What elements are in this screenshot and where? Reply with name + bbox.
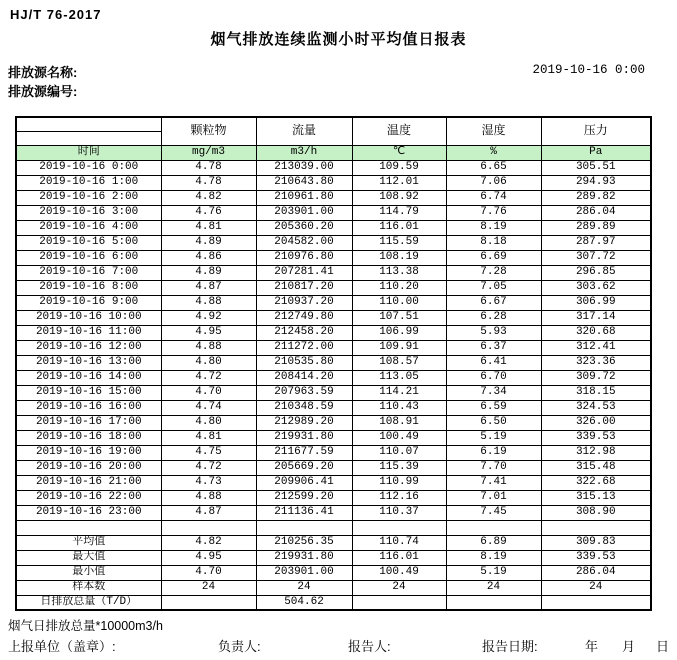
- value-cell: 6.65: [446, 160, 541, 175]
- value-cell: 7.45: [446, 505, 541, 520]
- value-cell: 112.01: [352, 175, 446, 190]
- value-cell: 287.97: [541, 235, 651, 250]
- value-cell: 322.68: [541, 475, 651, 490]
- value-cell: 4.81: [161, 220, 256, 235]
- summary-value-cell: [161, 520, 256, 535]
- value-cell: 115.39: [352, 460, 446, 475]
- table-row: [16, 280, 651, 295]
- value-cell: 205360.20: [256, 220, 352, 235]
- value-cell: 4.88: [161, 340, 256, 355]
- standard-code: HJ/T 76-2017: [10, 7, 102, 22]
- table-row: [16, 460, 651, 475]
- value-cell: 4.80: [161, 415, 256, 430]
- summary-value-cell: 24: [446, 580, 541, 595]
- corner-split-line: [17, 131, 161, 132]
- corner-cell: [16, 117, 161, 145]
- value-cell: 324.53: [541, 400, 651, 415]
- value-cell: 4.70: [161, 385, 256, 400]
- value-cell: 110.37: [352, 505, 446, 520]
- value-cell: 4.74: [161, 400, 256, 415]
- summary-value-cell: 286.04: [541, 565, 651, 580]
- summary-row: [16, 565, 651, 580]
- time-cell: 2019-10-16 4:00: [16, 220, 161, 235]
- table-row: [16, 340, 651, 355]
- value-cell: 7.06: [446, 175, 541, 190]
- value-cell: 7.34: [446, 385, 541, 400]
- value-cell: 106.99: [352, 325, 446, 340]
- time-cell: 2019-10-16 9:00: [16, 295, 161, 310]
- time-cell: 2019-10-16 7:00: [16, 265, 161, 280]
- value-cell: 108.92: [352, 190, 446, 205]
- value-cell: 114.21: [352, 385, 446, 400]
- table-row: [16, 430, 651, 445]
- value-cell: 4.89: [161, 265, 256, 280]
- time-cell: 2019-10-16 11:00: [16, 325, 161, 340]
- time-cell: 2019-10-16 0:00: [16, 160, 161, 175]
- table-row: [16, 220, 651, 235]
- table-row: [16, 250, 651, 265]
- value-cell: 7.05: [446, 280, 541, 295]
- value-cell: 8.18: [446, 235, 541, 250]
- value-cell: 312.98: [541, 445, 651, 460]
- page-title: 烟气排放连续监测小时平均值日报表: [210, 31, 467, 48]
- column-header: 流量: [256, 117, 352, 145]
- value-cell: 210817.20: [256, 280, 352, 295]
- value-cell: 4.78: [161, 160, 256, 175]
- summary-label: 样本数: [16, 580, 161, 595]
- value-cell: 204582.00: [256, 235, 352, 250]
- summary-value-cell: 24: [352, 580, 446, 595]
- summary-value-cell: 339.53: [541, 550, 651, 565]
- column-header: 颗粒物: [161, 117, 256, 145]
- table-row: [16, 205, 651, 220]
- value-cell: 4.82: [161, 190, 256, 205]
- summary-value-cell: [446, 595, 541, 610]
- value-cell: 6.74: [446, 190, 541, 205]
- value-cell: 207281.41: [256, 265, 352, 280]
- value-cell: 7.70: [446, 460, 541, 475]
- table-row: [16, 310, 651, 325]
- summary-value-cell: 6.89: [446, 535, 541, 550]
- value-cell: 317.14: [541, 310, 651, 325]
- value-cell: 115.59: [352, 235, 446, 250]
- table-row: [16, 370, 651, 385]
- day-label: 日: [656, 639, 670, 654]
- value-cell: 4.88: [161, 490, 256, 505]
- summary-value-cell: [161, 595, 256, 610]
- time-cell: 2019-10-16 23:00: [16, 505, 161, 520]
- summary-value-cell: 24: [161, 580, 256, 595]
- value-cell: 116.01: [352, 220, 446, 235]
- time-cell: 2019-10-16 12:00: [16, 340, 161, 355]
- summary-label: 最大值: [16, 550, 161, 565]
- value-cell: 4.72: [161, 460, 256, 475]
- table-row: [16, 400, 651, 415]
- value-cell: 7.01: [446, 490, 541, 505]
- value-cell: 307.72: [541, 250, 651, 265]
- value-cell: 309.72: [541, 370, 651, 385]
- value-cell: 207963.59: [256, 385, 352, 400]
- time-cell: 2019-10-16 14:00: [16, 370, 161, 385]
- value-cell: 211136.41: [256, 505, 352, 520]
- time-cell: 2019-10-16 19:00: [16, 445, 161, 460]
- flow-total-note: 烟气日排放总量*10000m3/h: [8, 619, 163, 633]
- value-cell: 323.36: [541, 355, 651, 370]
- value-cell: 7.41: [446, 475, 541, 490]
- value-cell: 113.38: [352, 265, 446, 280]
- summary-value-cell: 4.82: [161, 535, 256, 550]
- value-cell: 211272.00: [256, 340, 352, 355]
- value-cell: 4.87: [161, 505, 256, 520]
- value-cell: 210643.80: [256, 175, 352, 190]
- month-label: 月: [622, 639, 636, 654]
- table-row: [16, 490, 651, 505]
- value-cell: 5.93: [446, 325, 541, 340]
- value-cell: 6.59: [446, 400, 541, 415]
- value-cell: 210348.59: [256, 400, 352, 415]
- value-cell: 289.82: [541, 190, 651, 205]
- value-cell: 4.86: [161, 250, 256, 265]
- summary-value-cell: 24: [541, 580, 651, 595]
- summary-row: [16, 520, 651, 535]
- summary-value-cell: [256, 520, 352, 535]
- value-cell: 110.43: [352, 400, 446, 415]
- value-cell: 4.95: [161, 325, 256, 340]
- time-cell: 2019-10-16 13:00: [16, 355, 161, 370]
- time-header: 时间: [16, 145, 161, 160]
- value-cell: 289.89: [541, 220, 651, 235]
- responsible-label: 负责人:: [218, 639, 261, 654]
- value-cell: 294.93: [541, 175, 651, 190]
- source-id-label: 排放源编号:: [8, 84, 78, 99]
- summary-value-cell: 8.19: [446, 550, 541, 565]
- time-cell: 2019-10-16 10:00: [16, 310, 161, 325]
- value-cell: 4.89: [161, 235, 256, 250]
- summary-label: [16, 520, 161, 535]
- value-cell: 4.92: [161, 310, 256, 325]
- value-cell: 108.57: [352, 355, 446, 370]
- value-cell: 114.79: [352, 205, 446, 220]
- value-cell: 109.59: [352, 160, 446, 175]
- summary-label: 最小值: [16, 565, 161, 580]
- time-cell: 2019-10-16 22:00: [16, 490, 161, 505]
- value-cell: 112.16: [352, 490, 446, 505]
- table-row: [16, 415, 651, 430]
- value-cell: 296.85: [541, 265, 651, 280]
- value-cell: 210961.80: [256, 190, 352, 205]
- column-header: 温度: [352, 117, 446, 145]
- time-cell: 2019-10-16 17:00: [16, 415, 161, 430]
- table-row: [16, 265, 651, 280]
- unit-cell: mg/m3: [161, 145, 256, 160]
- unit-cell: %: [446, 145, 541, 160]
- value-cell: 113.05: [352, 370, 446, 385]
- value-cell: 305.51: [541, 160, 651, 175]
- value-cell: 303.62: [541, 280, 651, 295]
- summary-value-cell: [352, 595, 446, 610]
- summary-value-cell: [446, 520, 541, 535]
- value-cell: 312.41: [541, 340, 651, 355]
- value-cell: 315.48: [541, 460, 651, 475]
- source-name-label: 排放源名称:: [8, 65, 78, 80]
- summary-value-cell: 100.49: [352, 565, 446, 580]
- summary-label: 平均值: [16, 535, 161, 550]
- unit-cell: Pa: [541, 145, 651, 160]
- value-cell: 108.91: [352, 415, 446, 430]
- time-cell: 2019-10-16 6:00: [16, 250, 161, 265]
- time-cell: 2019-10-16 1:00: [16, 175, 161, 190]
- summary-row: [16, 595, 651, 610]
- summary-value-cell: 24: [256, 580, 352, 595]
- value-cell: 315.13: [541, 490, 651, 505]
- value-cell: 286.04: [541, 205, 651, 220]
- value-cell: 210535.80: [256, 355, 352, 370]
- table-head: [16, 117, 651, 160]
- time-cell: 2019-10-16 20:00: [16, 460, 161, 475]
- table-row: [16, 445, 651, 460]
- value-cell: 6.67: [446, 295, 541, 310]
- value-cell: 4.76: [161, 205, 256, 220]
- value-cell: 6.69: [446, 250, 541, 265]
- value-cell: 212749.80: [256, 310, 352, 325]
- value-cell: 110.20: [352, 280, 446, 295]
- unit-cell: m3/h: [256, 145, 352, 160]
- time-cell: 2019-10-16 8:00: [16, 280, 161, 295]
- summary-value-cell: 4.95: [161, 550, 256, 565]
- value-cell: 213039.00: [256, 160, 352, 175]
- value-cell: 5.19: [446, 430, 541, 445]
- value-cell: 219931.80: [256, 430, 352, 445]
- value-cell: 212599.20: [256, 490, 352, 505]
- table-row: [16, 295, 651, 310]
- value-cell: 308.90: [541, 505, 651, 520]
- table-row: [16, 190, 651, 205]
- value-cell: 6.41: [446, 355, 541, 370]
- value-cell: 6.70: [446, 370, 541, 385]
- summary-value-cell: 110.74: [352, 535, 446, 550]
- value-cell: 110.99: [352, 475, 446, 490]
- value-cell: 4.78: [161, 175, 256, 190]
- time-cell: 2019-10-16 21:00: [16, 475, 161, 490]
- year-label: 年: [585, 639, 599, 654]
- value-cell: 210976.80: [256, 250, 352, 265]
- summary-value-cell: 210256.35: [256, 535, 352, 550]
- summary-value-cell: 5.19: [446, 565, 541, 580]
- time-cell: 2019-10-16 18:00: [16, 430, 161, 445]
- value-cell: 110.07: [352, 445, 446, 460]
- unit-row: [16, 145, 651, 160]
- value-cell: 306.99: [541, 295, 651, 310]
- summary-value-cell: 4.70: [161, 565, 256, 580]
- value-cell: 4.73: [161, 475, 256, 490]
- table-row: [16, 475, 651, 490]
- value-cell: 100.49: [352, 430, 446, 445]
- report-unit-label: 上报单位（盖章）:: [8, 639, 116, 654]
- value-cell: 4.87: [161, 280, 256, 295]
- value-cell: 109.91: [352, 340, 446, 355]
- summary-value-cell: 219931.80: [256, 550, 352, 565]
- value-cell: 6.28: [446, 310, 541, 325]
- summary-value-cell: 309.83: [541, 535, 651, 550]
- report-datetime: 2019-10-16 0:00: [532, 63, 645, 77]
- value-cell: 211677.59: [256, 445, 352, 460]
- unit-cell: ℃: [352, 145, 446, 160]
- time-cell: 2019-10-16 3:00: [16, 205, 161, 220]
- table-row: [16, 235, 651, 250]
- value-cell: 4.81: [161, 430, 256, 445]
- value-cell: 4.72: [161, 370, 256, 385]
- summary-value-cell: 116.01: [352, 550, 446, 565]
- time-cell: 2019-10-16 5:00: [16, 235, 161, 250]
- summary-value-cell: [541, 595, 651, 610]
- column-header: 湿度: [446, 117, 541, 145]
- table-row: [16, 355, 651, 370]
- value-cell: 8.19: [446, 220, 541, 235]
- value-cell: 326.00: [541, 415, 651, 430]
- table-row: [16, 325, 651, 340]
- time-cell: 2019-10-16 16:00: [16, 400, 161, 415]
- value-cell: 318.15: [541, 385, 651, 400]
- value-cell: 209906.41: [256, 475, 352, 490]
- value-cell: 110.00: [352, 295, 446, 310]
- value-cell: 4.80: [161, 355, 256, 370]
- table-row: [16, 160, 651, 175]
- summary-value-cell: 504.62: [256, 595, 352, 610]
- summary-row: [16, 580, 651, 595]
- value-cell: 6.37: [446, 340, 541, 355]
- value-cell: 203901.00: [256, 205, 352, 220]
- value-cell: 205669.20: [256, 460, 352, 475]
- summary-value-cell: [352, 520, 446, 535]
- table-row: [16, 175, 651, 190]
- reporter-label: 报告人:: [348, 639, 391, 654]
- summary-row: [16, 550, 651, 565]
- report-date-label: 报告日期:: [482, 639, 538, 654]
- value-cell: 7.76: [446, 205, 541, 220]
- time-cell: 2019-10-16 15:00: [16, 385, 161, 400]
- value-cell: 4.88: [161, 295, 256, 310]
- value-cell: 6.19: [446, 445, 541, 460]
- value-cell: 212989.20: [256, 415, 352, 430]
- table-row: [16, 505, 651, 520]
- monitoring-table: [15, 116, 652, 611]
- summary-value-cell: [541, 520, 651, 535]
- value-cell: 320.68: [541, 325, 651, 340]
- value-cell: 208414.20: [256, 370, 352, 385]
- summary-label: 日排放总量（T/D）: [16, 595, 161, 610]
- value-cell: 210937.20: [256, 295, 352, 310]
- signature-line: [0, 636, 677, 654]
- header-row: [16, 117, 651, 145]
- table-row: [16, 385, 651, 400]
- value-cell: 212458.20: [256, 325, 352, 340]
- table-body: [16, 160, 651, 610]
- value-cell: 7.28: [446, 265, 541, 280]
- time-cell: 2019-10-16 2:00: [16, 190, 161, 205]
- value-cell: 6.50: [446, 415, 541, 430]
- value-cell: 339.53: [541, 430, 651, 445]
- summary-row: [16, 535, 651, 550]
- summary-value-cell: 203901.00: [256, 565, 352, 580]
- column-header: 压力: [541, 117, 651, 145]
- value-cell: 4.75: [161, 445, 256, 460]
- value-cell: 108.19: [352, 250, 446, 265]
- value-cell: 107.51: [352, 310, 446, 325]
